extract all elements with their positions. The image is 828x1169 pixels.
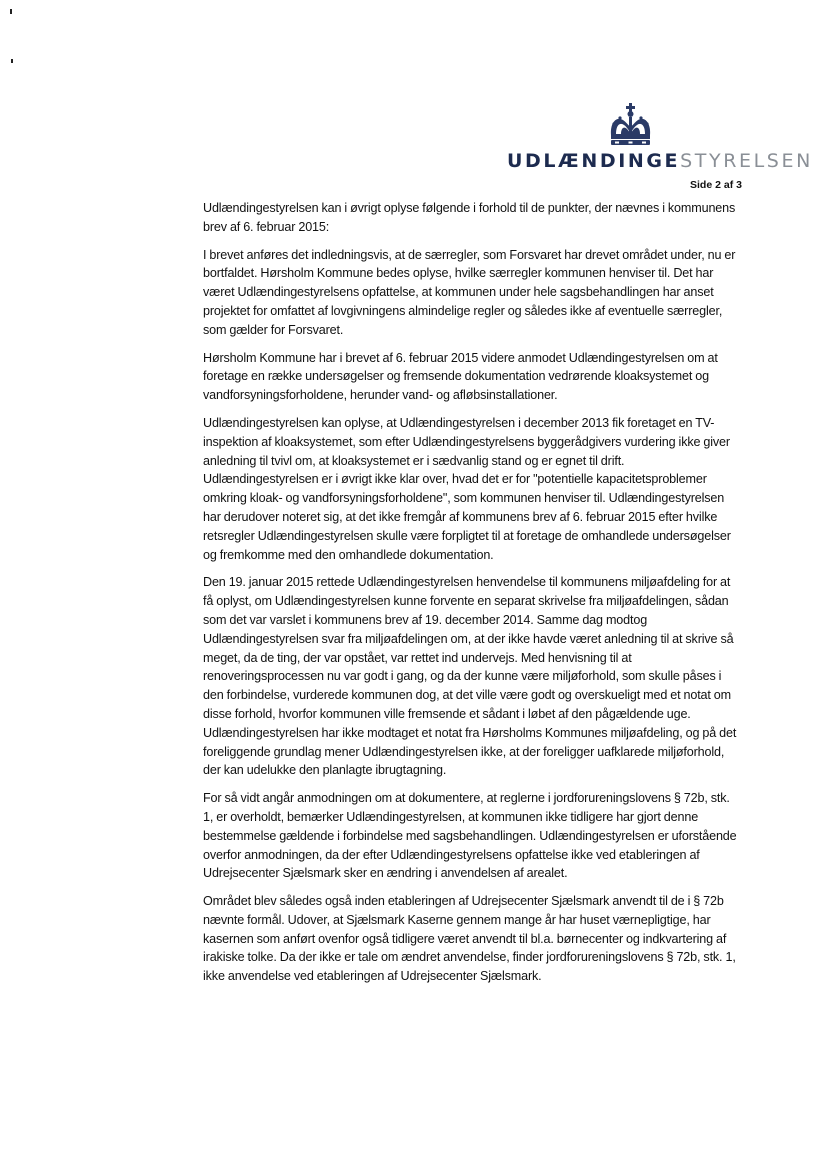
paragraph: Området blev således også inden etableringen af Udrejsecenter Sjælsmark anvendt til de i § 72b nævnte formål. Udover, at Sjælsmark Kaserne gennem mange år har huset værnepligtige, har kasernen som anført ovenfor også tidligere været anvendt til bl.a. børnecenter og indkvartering af irakiske tolke. Da der ikke er tale om ændret anvendelse, finder jordforureningslovens § 72b, stk. 1, ikke anvendelse ved etableringen af Udrejsecenter Sjælsmark. — [203, 894, 736, 984]
wordmark-primary: UDLÆNDINGE — [507, 150, 681, 172]
scan-mark — [11, 59, 13, 63]
agency-wordmark — [507, 150, 813, 176]
crown-icon — [607, 103, 654, 147]
scan-mark — [10, 9, 12, 14]
paragraph: Udlændingestyrelsen kan oplyse, at Udlændingestyrelsen i december 2013 fik foretaget en TV-inspektion af kloaksystemet, som efter Udlændingestyrelsens byggerådgivers vurdering ikke giver anledning til tvivl om, at kloaksystemet er i sædvanlig stand og er egnet til drift. Udlændingestyrelsen er i øvrigt ikke klar over, hvad det er for "potentielle kapacitetsproblemer omkring kloak- og vandforsyningsforholdene", som kommunen henviser til. Udlændingestyrelsen har derudover noteret sig, at det ikke fremgår af kommunens brev af 6. februar 2015 efter hvilke retsregler Udlændingestyrelsen skulle være forpligtet til at foretage de omhandlede undersøgelser og fremkomme med den omhandlede dokumentation. — [203, 415, 731, 562]
paragraph: Den 19. januar 2015 rettede Udlændingestyrelsen henvendelse til kommunens miljøafdeling for at få oplyst, om Udlændingestyrelsen kunne forvente en separat skrivelse fra miljøafdelingen, sådan som det var varslet i kommunens brev af 19. december 2014. Samme dag modtog Udlændingestyrelsen svar fra miljøafdelingen om, at der ikke havde været anledning til at skrive så meget, da de ting, der var opstået, var rettet ind undervejs. Med henvisning til at renoveringsprocessen nu var godt i gang, og da der kunne være miljøforhold, som skulle påses i den forbindelse, vurderede kommunen dog, at det ville være godt og overskueligt med et notat om disse forhold, hvorfor kommunen ville fremsende et sådant i løbet af den pågældende uge. Udlændingestyrelsen har ikke modtaget et notat fra Hørsholms Kommunes miljøafdeling, og på det foreliggende grundlag mener Udlændingestyrelsen ikke, at der foreligger uafklarede miljøforhold, der kan udelukke den planlagte ibrugtagning. — [203, 575, 737, 778]
paragraph: Hørsholm Kommune har i brevet af 6. februar 2015 videre anmodet Udlændingestyrelsen om at foretage en række undersøgelser og fremsende dokumentation vedrørende kloaksystemet og vandforsyningsforholdene, herunder vand- og afløbsinstallationer. — [203, 350, 718, 403]
letter-body — [203, 199, 737, 995]
paragraph: For så vidt angår anmodningen om at dokumentere, at reglerne i jordforureningslovens § 72b, stk. 1, er overholdt, bemærker Udlændingestyrelsen, at kommunen ikke tidligere har gjort denne bestemmelse gældende i forbindelse med sagsbehandlingen. Udlændingestyrelsen er uforstående overfor anmodningen, da der efter Udlændingestyrelsens opfattelse ikke ved etableringen af Udrejsecenter Sjælsmark sker en ændring i anvendelsen af arealet. — [203, 791, 737, 881]
paragraph: Udlændingestyrelsen kan i øvrigt oplyse følgende i forhold til de punkter, der nævnes i kommunens brev af 6. februar 2015: — [203, 201, 736, 234]
wordmark-secondary: STYRELSEN — [680, 150, 813, 172]
paragraph: I brevet anføres det indledningsvis, at de særregler, som Forsvaret har drevet området under, nu er bortfaldet. Hørsholm Kommune bedes oplyse, hvilke særregler kommunen henviser til. Det har været Udlændingestyrelsens opfattelse, at kommunen under hele sagsbehandlingen har anset projektet for omfattet af lovgivningens almindelige regler og således ikke af eventuelle særregler, som gælder for Forsvaret. — [203, 247, 736, 337]
page-indicator: Side 2 af 3 — [690, 179, 742, 191]
